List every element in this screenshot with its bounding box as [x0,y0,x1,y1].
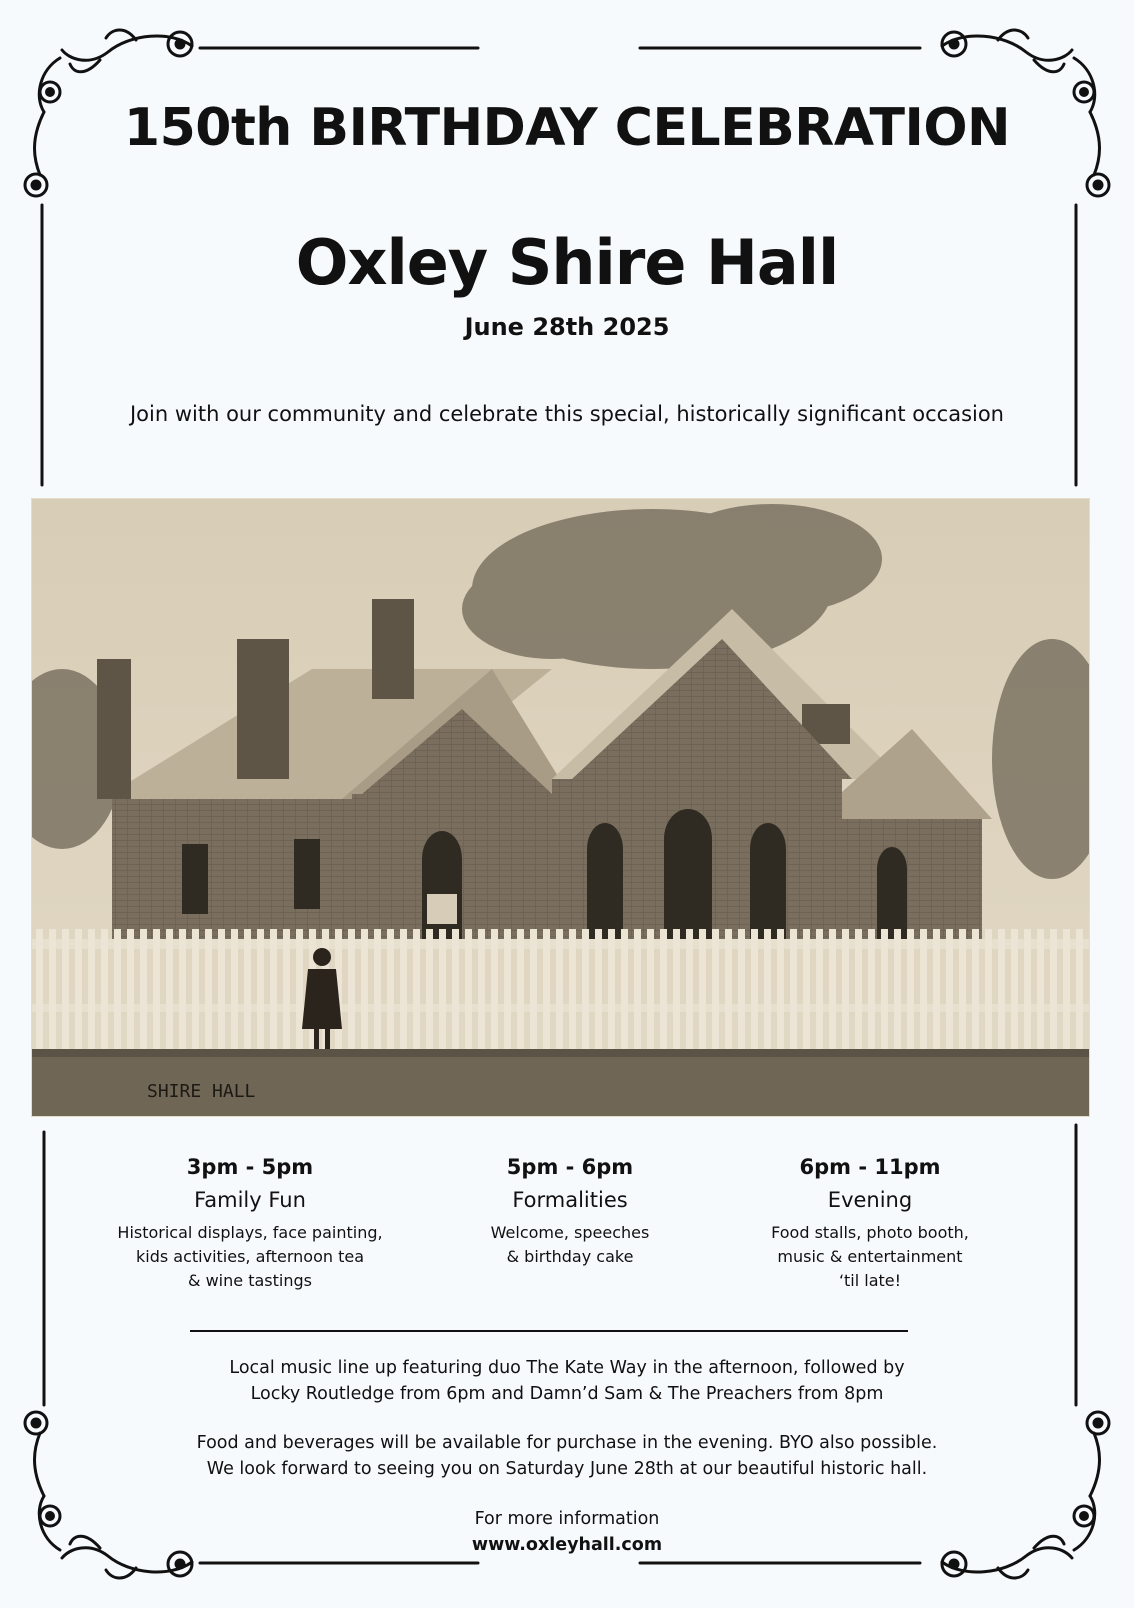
fence-picket [868,929,875,1051]
fence-picket [166,929,173,1051]
fence-picket [114,929,121,1051]
fence-picket [140,929,147,1051]
fence-picket [842,929,849,1051]
fence-picket [1050,929,1057,1051]
event-date: June 28th 2025 [464,313,670,341]
fence-picket [855,929,862,1051]
fence-picket [907,929,914,1051]
venue-name: Oxley Shire Hall [295,226,839,299]
music-lineup-text: Local music line up featuring duo The Kate Way in the afternoon, followed by Locky Routledge from 6pm and Damn’d Sam & The Preachers from 8pm [229,1358,905,1404]
fence-picket [998,929,1005,1051]
fence-picket [1011,929,1018,1051]
fence-picket [803,929,810,1051]
website-link[interactable]: www.oxleyhall.com [471,1535,663,1555]
photo-caption: SHIRE HALL [147,1081,256,1102]
fence-picket [244,929,251,1051]
fence-picket [426,929,433,1051]
fence-picket [634,929,641,1051]
fence-picket [881,929,888,1051]
fence-picket [218,929,225,1051]
fence-picket [608,929,615,1051]
fence-picket [751,929,758,1051]
fence-picket [595,929,602,1051]
slot-time: 6pm - 11pm [799,1155,941,1179]
fence-picket [829,929,836,1051]
fence-picket [283,929,290,1051]
fence-picket [49,929,56,1051]
event-title: 150th BIRTHDAY CELEBRATION [123,98,1011,158]
fence-picket [673,929,680,1051]
food-info-text: Food and beverages will be available for purchase in the evening. BYO also possible. We look forward to seeing you on Saturday June 28th at our beautiful historic hall. [196,1433,938,1479]
fence-picket [127,929,134,1051]
fence-picket [465,929,472,1051]
fence-picket [556,929,563,1051]
fence-picket [478,929,485,1051]
fence-picket [933,929,940,1051]
fence-picket [946,929,953,1051]
fence-picket [777,929,784,1051]
fence-picket [712,929,719,1051]
fence-picket [231,929,238,1051]
slot-name: Evening [827,1188,913,1212]
fence-picket [153,929,160,1051]
slot-time: 3pm - 5pm [186,1155,314,1179]
fence-picket [361,929,368,1051]
slot-time: 5pm - 6pm [506,1155,634,1179]
fence-picket [699,929,706,1051]
fence-picket [621,929,628,1051]
slot-description: Food stalls, photo booth, music & entertainment ‘til late! [771,1223,969,1290]
fence-picket [738,929,745,1051]
fence-picket [101,929,108,1051]
fence-picket [1063,929,1070,1051]
fence-picket [790,929,797,1051]
fence-picket [491,929,498,1051]
fence-picket [504,929,511,1051]
divider [190,1330,908,1332]
fence-picket [452,929,459,1051]
fence-picket [413,929,420,1051]
fence-picket [439,929,446,1051]
fence-picket [725,929,732,1051]
fence-picket [764,929,771,1051]
fence-picket [75,929,82,1051]
fence-picket [374,929,381,1051]
slot-description: Welcome, speeches & birthday cake [490,1223,650,1266]
fence-picket [543,929,550,1051]
contact-label: For more information [474,1509,660,1529]
historic-hall-photo [31,498,1090,1117]
slot-name: Family Fun [194,1188,306,1212]
slot-name: Formalities [512,1188,628,1212]
fence-picket [972,929,979,1051]
fence-picket [569,929,576,1051]
fence-picket [647,929,654,1051]
schedule-slot [90,1155,410,1293]
event-tagline: Join with our community and celebrate this special, historically significant occasion [129,402,1004,426]
fence-picket [816,929,823,1051]
fence-picket [959,929,966,1051]
fence-picket [88,929,95,1051]
fence-picket [179,929,186,1051]
engineers-office-sign [427,894,457,924]
fence-picket [920,929,927,1051]
slot-description: Historical displays, face painting, kids activities, afternoon tea & wine tastings [117,1223,383,1290]
contact-info [0,1506,1134,1558]
fence-picket [348,929,355,1051]
fence-picket [517,929,524,1051]
schedule [90,1155,1044,1305]
fence-picket [1076,929,1083,1051]
fence-picket [205,929,212,1051]
schedule-slot [740,1155,1000,1293]
fence-picket [387,929,394,1051]
fence-picket [894,929,901,1051]
fence-picket [985,929,992,1051]
fence-picket [582,929,589,1051]
fence-picket [270,929,277,1051]
fence-picket [400,929,407,1051]
fence-picket [530,929,537,1051]
fence-picket [62,929,69,1051]
fence-picket [1037,929,1044,1051]
fence-picket [192,929,199,1051]
fence-picket [296,929,303,1051]
fence-picket [257,929,264,1051]
fence-picket [660,929,667,1051]
fence-picket [1024,929,1031,1051]
schedule-slot [440,1155,700,1269]
fence-picket [36,929,43,1051]
fence-picket [686,929,693,1051]
